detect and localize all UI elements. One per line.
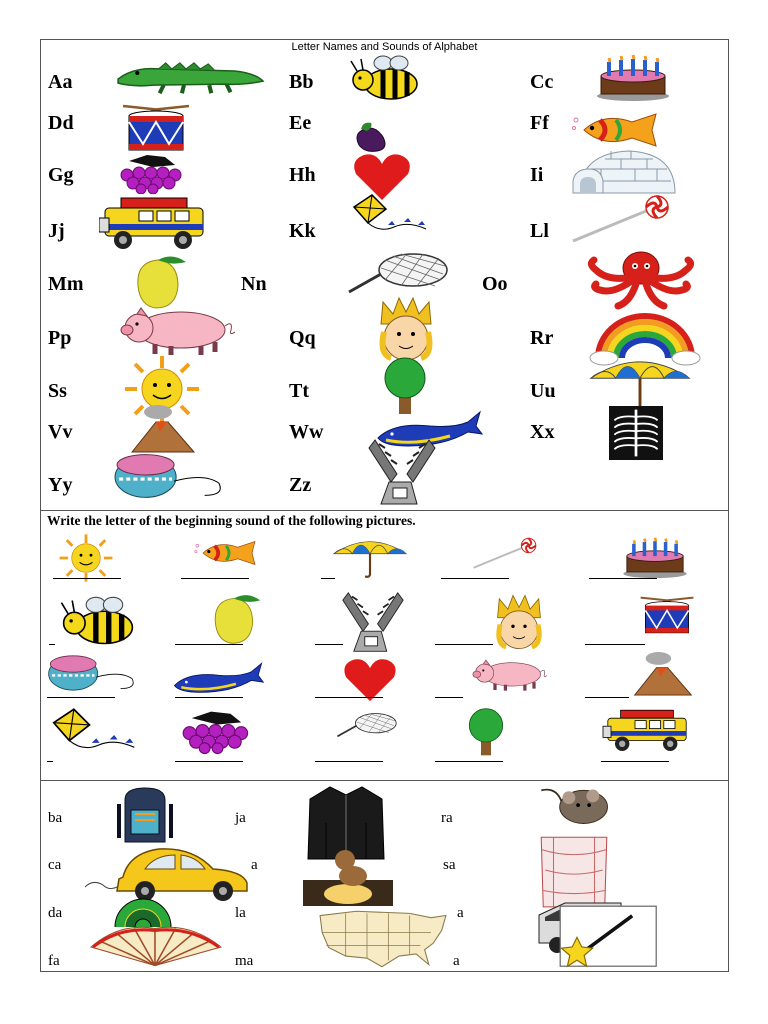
answer-blank[interactable] — [175, 697, 243, 698]
letter-yy: Yy — [48, 474, 73, 496]
letter-ss: Ss — [48, 380, 67, 402]
map-icon — [313, 907, 453, 971]
pig-icon — [115, 306, 235, 356]
answer-blank[interactable] — [315, 761, 383, 762]
jeepney-icon — [597, 707, 697, 755]
queen-icon — [371, 294, 441, 364]
letter-hh: Hh — [289, 164, 316, 186]
syllable-ba: ba — [48, 810, 63, 826]
bee-icon — [345, 54, 425, 104]
answer-blank[interactable] — [53, 578, 121, 579]
volcano-icon — [127, 404, 199, 454]
umbrella-icon — [587, 354, 693, 414]
rat-icon — [537, 783, 621, 829]
bee-icon — [55, 595, 141, 649]
umbrella-icon — [331, 535, 409, 581]
letter-ll: Ll — [530, 220, 549, 242]
sun-icon — [51, 533, 121, 583]
letter-bb: Bb — [289, 71, 314, 93]
answer-blank[interactable] — [47, 697, 115, 698]
syllable-ca: ca — [48, 857, 62, 873]
letter-pp: Pp — [48, 327, 72, 349]
grapes-icon — [119, 152, 199, 194]
letter-kk: Kk — [289, 220, 316, 242]
exercise-instruction: Write the letter of the beginning sound of the following pictures. — [47, 513, 416, 528]
letter-qq: Qq — [289, 327, 316, 349]
answer-blank[interactable] — [47, 761, 53, 762]
pig-icon — [469, 655, 547, 695]
car-icon — [83, 841, 253, 901]
letter-vv: Vv — [48, 421, 73, 443]
syllable-a: a — [251, 857, 258, 873]
zipper-icon — [367, 438, 437, 508]
letter-ii: Ii — [530, 164, 544, 186]
answer-blank[interactable] — [585, 697, 629, 698]
kite-icon — [349, 193, 431, 243]
cake-icon — [613, 535, 697, 579]
grapes-icon — [181, 707, 267, 755]
net-icon — [335, 709, 401, 741]
backpack-icon — [115, 786, 175, 846]
lollipop-icon — [569, 194, 679, 246]
answer-blank[interactable] — [175, 644, 243, 645]
syllable-sa: sa — [443, 857, 456, 873]
mango-icon — [203, 591, 265, 647]
net-icon — [345, 248, 455, 298]
answer-blank[interactable] — [585, 644, 645, 645]
letter-mm: Mm — [48, 273, 84, 295]
worksheet — [40, 39, 729, 972]
monkey-icon — [303, 845, 393, 907]
letter-ww: Ww — [289, 421, 324, 443]
tree-icon — [375, 356, 435, 416]
letter-xx: Xx — [530, 421, 555, 443]
cake-icon — [593, 52, 673, 102]
yoyo-icon — [47, 651, 137, 695]
syllable-la: la — [235, 905, 246, 921]
answer-blank[interactable] — [435, 644, 493, 645]
igloo-icon — [571, 147, 681, 197]
answer-blank[interactable] — [315, 644, 343, 645]
volcano-icon — [631, 651, 695, 697]
answer-blank[interactable] — [589, 578, 657, 579]
syllable-ra: ra — [441, 810, 453, 826]
syllable-ma: ma — [235, 953, 254, 969]
queen-icon — [489, 591, 549, 653]
letter-nn: Nn — [241, 273, 267, 295]
answer-blank[interactable] — [441, 578, 509, 579]
letter-gg: Gg — [48, 164, 74, 186]
whale-icon — [171, 659, 265, 695]
eggplant-icon — [351, 115, 391, 155]
crocodile-icon — [113, 54, 265, 96]
zipper-icon — [341, 591, 405, 655]
jeepney-icon — [99, 194, 209, 254]
syllable-a: a — [457, 905, 464, 921]
yoyo-icon — [113, 450, 225, 502]
answer-blank[interactable] — [175, 761, 243, 762]
letter-dd: Dd — [48, 112, 74, 134]
letter-zz: Zz — [289, 474, 312, 496]
answer-blank[interactable] — [49, 644, 55, 645]
xray-icon — [602, 406, 670, 460]
syllable-da: da — [48, 905, 63, 921]
lollipop-icon — [471, 537, 543, 571]
exercise-section — [41, 511, 728, 781]
dartboard-icon — [113, 897, 173, 927]
kite-icon — [49, 707, 139, 763]
letter-tt: Tt — [289, 380, 309, 402]
worksheet-title: Letter Names and Sounds of Alphabet — [291, 41, 478, 53]
fish-icon — [569, 110, 671, 150]
fan-icon — [89, 926, 223, 968]
drum-icon — [639, 593, 695, 639]
answer-blank[interactable] — [601, 761, 669, 762]
mango-icon — [127, 252, 189, 312]
alphabet-section — [41, 40, 728, 511]
answer-blank[interactable] — [435, 761, 503, 762]
syllable-a: a — [453, 953, 460, 969]
letter-uu: Uu — [530, 380, 556, 402]
answer-blank[interactable] — [315, 697, 383, 698]
drum-icon — [121, 104, 191, 154]
fish-icon — [193, 537, 265, 569]
syllable-section — [41, 781, 728, 972]
letter-cc: Cc — [530, 71, 554, 93]
letter-ff: Ff — [530, 112, 549, 134]
letter-rr: Rr — [530, 327, 554, 349]
letter-oo: Oo — [482, 273, 508, 295]
wand-icon — [545, 899, 669, 971]
answer-blank[interactable] — [435, 697, 463, 698]
octopus-icon — [586, 250, 696, 310]
tree-icon — [461, 707, 511, 757]
answer-blank[interactable] — [181, 578, 249, 579]
syllable-fa: fa — [48, 953, 60, 969]
letter-ee: Ee — [289, 112, 312, 134]
syllable-ja: ja — [235, 810, 246, 826]
answer-blank[interactable] — [321, 578, 335, 579]
letter-aa: Aa — [48, 71, 73, 93]
letter-jj: Jj — [48, 220, 65, 242]
